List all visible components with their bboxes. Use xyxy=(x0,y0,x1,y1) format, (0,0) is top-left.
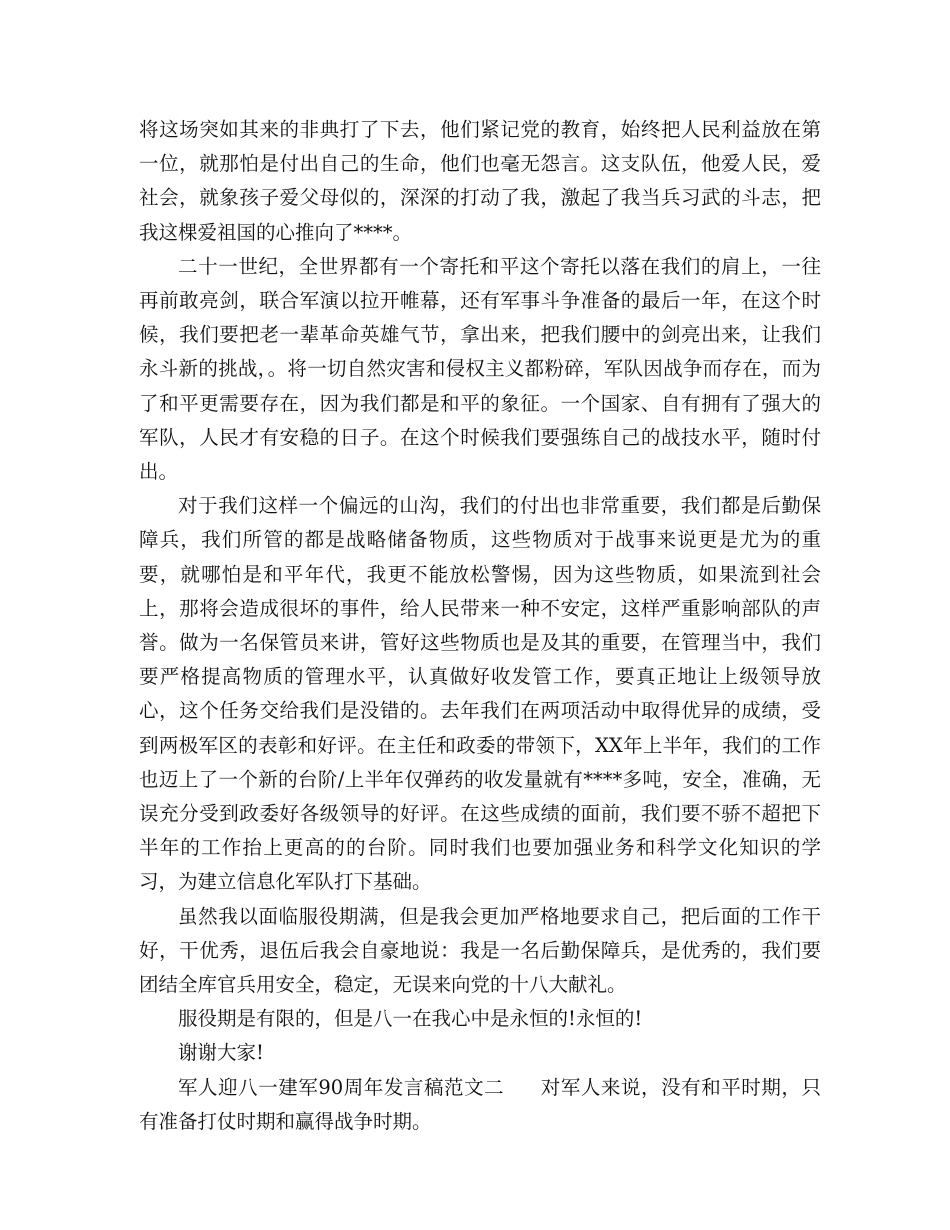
paragraph-7 xyxy=(139,1071,821,1139)
section-title: 军人迎八一建军90周年发言稿范文二 xyxy=(178,1075,505,1099)
document-body xyxy=(139,113,821,1139)
paragraph-5: 服役期是有限的，但是八一在我心中是永恒的!永恒的! xyxy=(178,1007,643,1031)
paragraph-2: 二十一世纪，全世界都有一个寄托和平这个寄托以落在我们的肩上，一往再前敢亮剑，联合军演以拉开帷幕，还有军事斗争准备的最后一年，在这个时候，我们要把老一辈革命英雄气节，拿出来，把我们腰中的剑亮出来，让我们永斗新的挑战，。将一切自然灾害和侵权主义都粉碎，军队因战争而存在，而为了和平更需要存在，因为我们都是和平的象征。一个国家、自有拥有了强大的军队，人民才有安稳的日子。在这个时候我们要强练自己的战技水平，随时付出。 xyxy=(139,254,821,484)
paragraph-3: 对于我们这样一个偏远的山沟，我们的付出也非常重要，我们都是后勤保障兵，我们所管的都是战略储备物质，这些物质对于战事来说更是尤为的重要，就哪怕是和平年代，我更不能放松警惕，因为这些物质，如果流到社会上，那将会造成很坏的事件，给人民带来一种不安定，这样严重影响部队的声誉。做为一名保管员来讲，管好这些物质也是及其的重要，在管理当中，我们要严格提高物质的管理水平，认真做好收发管工作，要真正地让上级领导放心，这个任务交给我们是没错的。去年我们在两项活动中取得优异的成绩，受到两极军区的表彰和好评。在主任和政委的带领下，XX年上半年，我们的工作也迈上了一个新的台阶/上半年仅弹药的收发量就有****多吨，安全，准确，无误充分受到政委好各级领导的好评。在这些成绩的面前，我们要不骄不超把下半年的工作抬上更高的的台阶。同时我们也要加强业务和科学文化知识的学习，为建立信息化军队打下基础。 xyxy=(139,494,821,894)
paragraph-1: 将这场突如其来的非典打了下去，他们紧记党的教育，始终把人民利益放在第一位，就那怕是付出自己的生命，他们也毫无怨言。这支队伍，他爱人民，爱社会，就象孩子爱父母似的，深深的打动了我，激起了我当兵习武的斗志，把我这棵爱祖国的心推向了****。 xyxy=(139,118,821,244)
paragraph-6: 谢谢大家! xyxy=(178,1041,264,1065)
paragraph-4: 虽然我以面临服役期满，但是我会更加严格地要求自己，把后面的工作干好，干优秀，退伍后我会自豪地说：我是一名后勤保障兵，是优秀的，我们要团结全库官兵用安全，稳定，无误来向党的十八大献礼。 xyxy=(139,904,821,997)
section-opening: 对军人来说，没有和平时期，只有准备打仗时期和赢得战争时期。 xyxy=(139,1075,821,1133)
